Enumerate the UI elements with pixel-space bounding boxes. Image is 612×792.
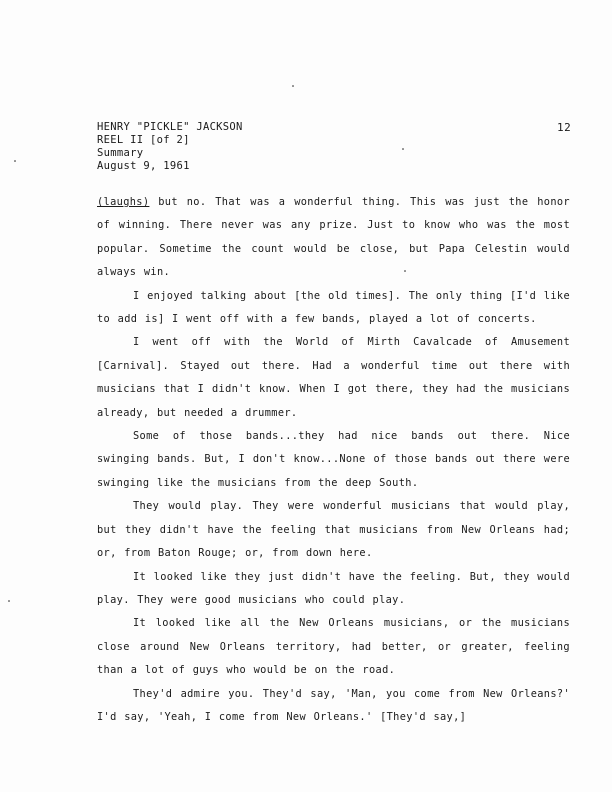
transcript-body <box>97 191 570 729</box>
scan-speck <box>402 148 404 150</box>
document-type: Summary <box>97 147 144 159</box>
paragraph: I went off with the World of Mirth Cavalcade of Amusement [Carnival]. Stayed out there. Had a wonderful time out there with musicians that I didn't know. When I got there, they had the musicians already, but needed a drummer. <box>97 336 570 419</box>
paragraph: They'd admire you. They'd say, 'Man, you come from New Orleans?' I'd say, 'Yeah, I come from New Orleans.' [They'd say,] <box>97 687 570 723</box>
page-number: 12 <box>557 121 572 134</box>
paragraph: Some of those bands...they had nice bands out there. Nice swinging bands. But, I don't know...None of those bands out there were swinging like the musicians from the deep South. <box>97 430 570 489</box>
paragraph: I enjoyed talking about [the old times]. The only thing [I'd like to add is] I went off with a few bands, played a lot of concerts. <box>97 289 570 326</box>
scan-speck <box>292 85 294 87</box>
laughs-annotation: (laughs) <box>97 196 150 208</box>
paragraph: It looked like they just didn't have the feeling. But, they would play. They were good musicians who could play. <box>97 570 570 606</box>
interviewee-name: HENRY "PICKLE" JACKSON <box>97 121 243 133</box>
interview-date: August 9, 1961 <box>97 160 190 172</box>
paragraph-text: but no. That was a wonderful thing. This was just the honor of winning. There never was any prize. Just to know who was the most popular. Sometime the count would be close, but Papa Celestin would always win. <box>97 196 570 279</box>
reel-label: REEL II [of 2] <box>97 134 190 146</box>
scan-speck <box>8 600 10 602</box>
scan-speck <box>14 160 16 162</box>
document-header <box>97 121 243 173</box>
scan-speck <box>404 270 406 272</box>
paragraph <box>97 191 570 285</box>
paragraph: It looked like all the New Orleans musicians, or the musicians close around New Orleans territory, had better, or greater, feeling than a lot of guys who would be on the road. <box>97 617 570 677</box>
paragraph: They would play. They were wonderful musicians that would play, but they didn't have the feeling that musicians from New Orleans had; or, from Baton Rouge; or, from down here. <box>97 500 570 560</box>
